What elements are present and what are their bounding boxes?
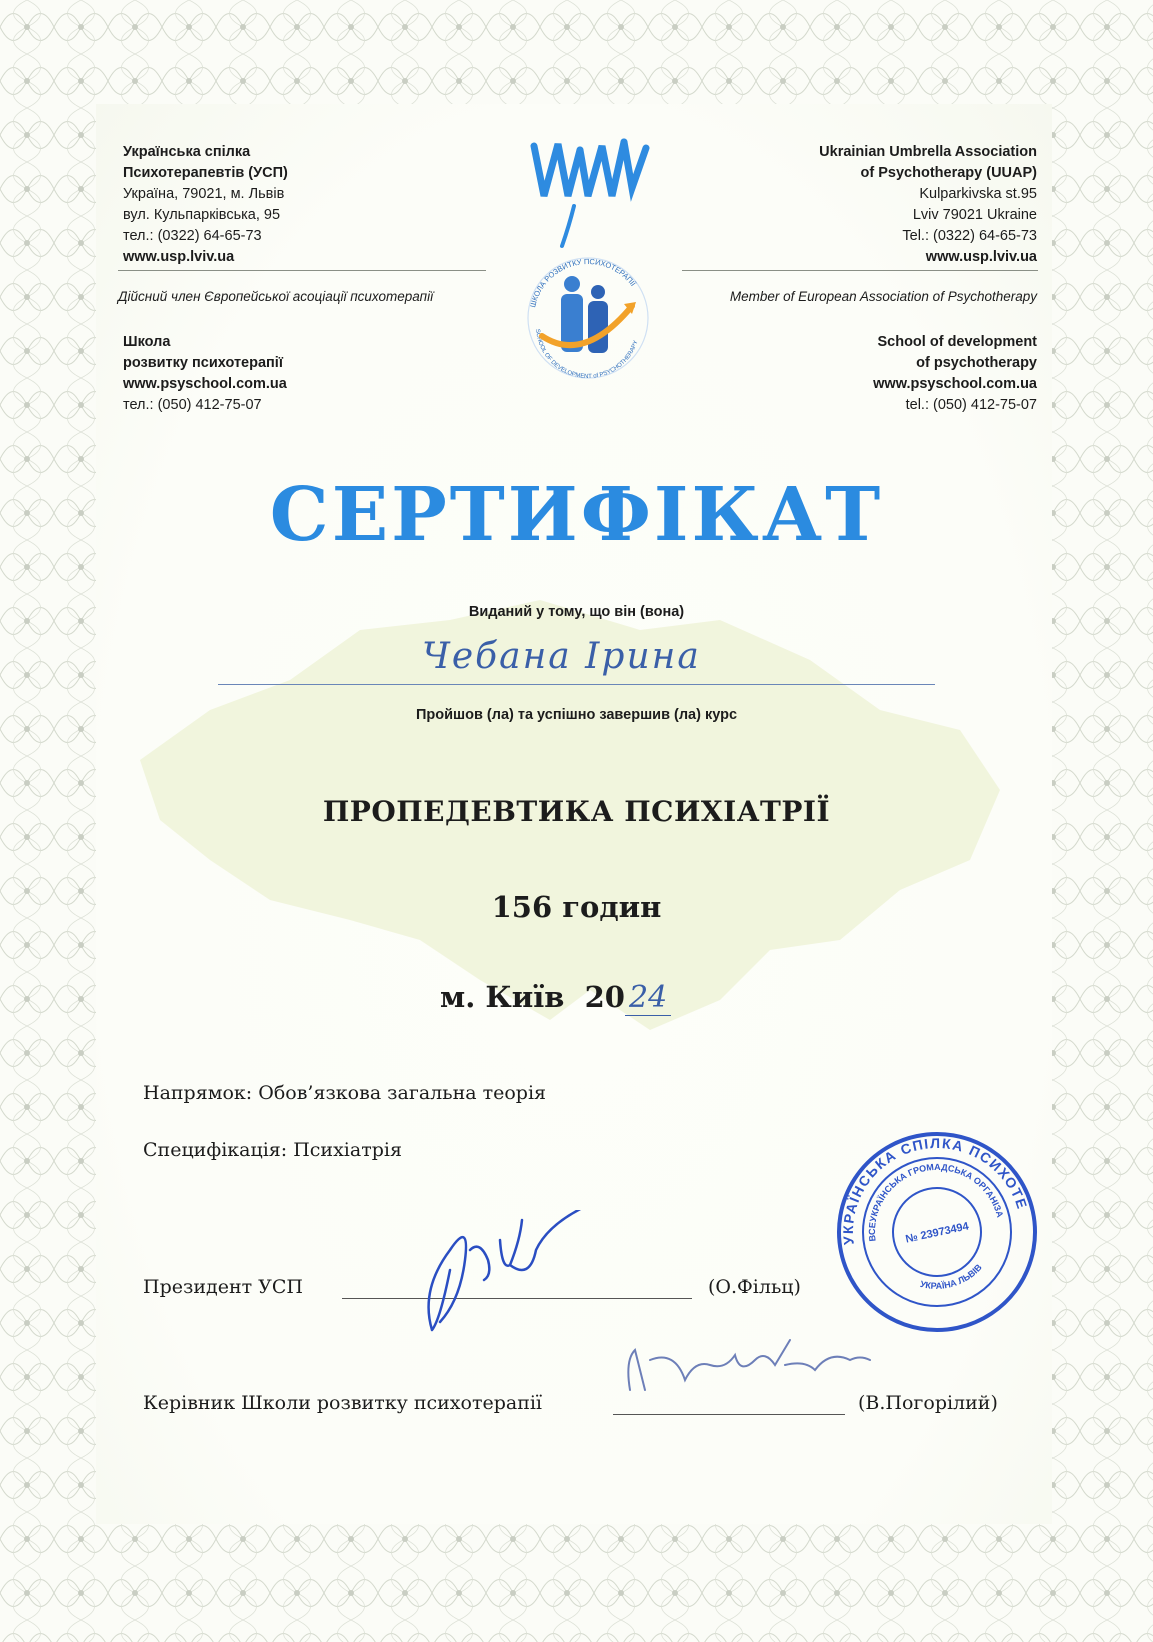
city-year-prefix: м. Київ 20 <box>440 980 625 1014</box>
usp-logo <box>514 126 664 388</box>
people-figures-icon <box>542 276 636 353</box>
school-head-signature-line <box>613 1414 845 1415</box>
website-ua: www.usp.lviv.ua <box>123 249 235 265</box>
school-name-en-1: School of development <box>877 334 1037 350</box>
stamp-outer-text: УКРАЇНСЬКА СПІЛКА ПСИХОТЕРАПЕВТІВ <box>839 1134 1031 1246</box>
svg-text:SCHOOL OF DEVELOPMENT of PSYCH <box>534 329 640 380</box>
school-block-ua <box>123 332 287 416</box>
divider-right <box>682 270 1038 271</box>
president-name: (О.Фільц) <box>708 1276 801 1298</box>
school-head-label: Керівник Школи розвитку психотерапії <box>143 1392 543 1414</box>
address-en-2: Lviv 79021 Ukraine <box>912 207 1037 223</box>
school-name-ua-2: розвитку психотерапії <box>123 355 283 371</box>
stamp-inner-text: ВСЕУКРАЇНСЬКА ГРОМАДСЬКА ОРГАНІЗАЦІЯ <box>866 1161 1006 1242</box>
address-ua-1: Україна, 79021, м. Львів <box>123 186 285 202</box>
address-ua-2: вул. Кульпарківська, 95 <box>123 207 281 223</box>
divider-left <box>118 270 486 271</box>
svg-text:УКРАЇНА ЛЬВІВ <box>916 1261 987 1296</box>
org-name-en-2: of Psychotherapy (UUAP) <box>860 165 1037 181</box>
year-handwritten: 24 <box>625 980 671 1016</box>
school-phone-en: tel.: (050) 412-75-07 <box>905 397 1037 413</box>
stamp-code: № 23973494 <box>904 1220 970 1246</box>
svg-text:ШКОЛА РОЗВИТКУ ПСИХОТЕРАПІЇ <box>528 257 638 308</box>
school-site-en: www.psyschool.com.ua <box>873 376 1037 392</box>
phone-ua: тел.: (0322) 64-65-73 <box>123 228 262 244</box>
website-en: www.usp.lviv.ua <box>925 249 1037 265</box>
logo-ring-bottom: SCHOOL OF DEVELOPMENT of PSYCHOTHERAPY <box>534 328 640 381</box>
org-name-en-1: Ukrainian Umbrella Association <box>819 144 1037 160</box>
direction-field <box>143 1082 546 1104</box>
direction-value: Обов’язкова загальна теорія <box>258 1082 547 1104</box>
header-left <box>123 142 483 268</box>
president-label: Президент УСП <box>143 1276 303 1298</box>
phone-en: Tel.: (0322) 64-65-73 <box>902 228 1037 244</box>
certificate-title: СЕРТИФІКАТ <box>269 472 884 558</box>
direction-label: Напрямок: <box>143 1082 253 1104</box>
recipient-name-handwritten: Чебана Ірина <box>422 636 701 677</box>
stamp-city: УКРАЇНА ЛЬВІВ <box>919 1262 984 1291</box>
specialization-field <box>143 1139 402 1161</box>
member-note-en: Member of European Association of Psychotherapy <box>729 289 1037 304</box>
school-site-ua: www.psyschool.com.ua <box>123 376 287 392</box>
member-note-ua: Дійсний член Європейської асоціації психотерапії <box>118 289 434 304</box>
president-signature <box>410 1210 620 1340</box>
organization-stamp <box>835 1130 1040 1335</box>
org-name-ua-1: Українська спілка <box>123 144 251 160</box>
issued-to-label: Виданий у тому, що він (вона) <box>468 604 685 620</box>
city-year <box>440 980 671 1015</box>
course-name: ПРОПЕДЕВТИКА ПСИХІАТРІЇ <box>322 795 831 828</box>
usp-emblem-icon <box>534 142 646 246</box>
recipient-name-line <box>218 684 935 685</box>
header-right <box>677 142 1037 268</box>
completed-course-label: Пройшов (ла) та успішно завершив (ла) курс <box>415 707 738 723</box>
specialization-value: Психіатрія <box>293 1139 402 1161</box>
school-block-en <box>873 332 1037 416</box>
org-name-ua-2: Психотерапевтів (УСП) <box>123 165 288 181</box>
logo-ring-top: ШКОЛА РОЗВИТКУ ПСИХОТЕРАПІЇ <box>528 256 638 309</box>
school-head-name: (В.Погорілий) <box>858 1392 998 1414</box>
school-phone-ua: тел.: (050) 412-75-07 <box>123 397 262 413</box>
specialization-label: Специфікація: <box>143 1139 288 1161</box>
school-name-ua-1: Школа <box>123 334 171 350</box>
address-en-1: Kulparkivska st.95 <box>919 186 1037 202</box>
school-name-en-2: of psychotherapy <box>916 355 1037 371</box>
course-hours: 156 годин <box>491 890 662 924</box>
